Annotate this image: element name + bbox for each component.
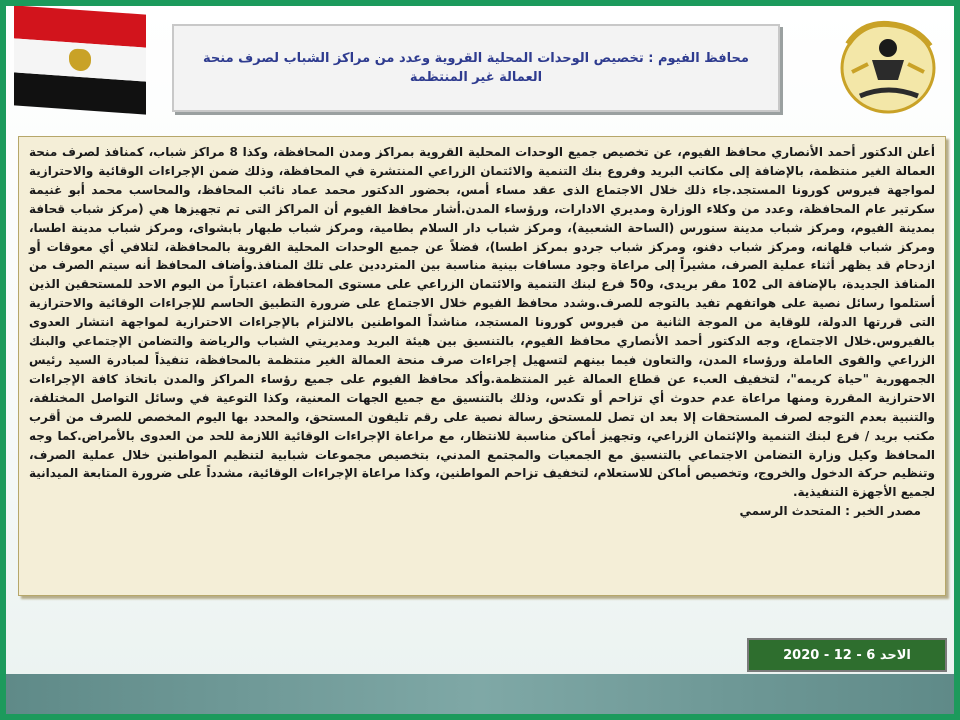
fayoum-governorate-logo [832,14,944,118]
bottom-band [6,674,954,714]
date-text: الاحد 6 - 12 - 2020 [783,647,911,663]
date-badge [747,638,947,672]
article-body: أعلن الدكتور أحمد الأنصاري محافظ الفيوم، عن تخصيص جميع الوحدات المحلية القروية بمراكز ومدن المحافظة، وكذا 8 مراكز شباب، كمنافذ لصرف منحة العمالة الغير منتظمة، بالإضافة إلى مكاتب البريد وفروع بنك التنمية والائتمان الزراعي المنتشرة في المحافظة، وذلك ضمن الإجراءات الوقائية والاحترازية لمواجهة فيروس كورونا المستجد.جاء ذلك خلال الاجتماع الذى عقد مساء أمس، بحضور الدكتور محمد عماد نائب المحافظ، والمحاسب محمد أبو غنيمة سكرتير عام المحافظة، وعدد من وكلاء الوزارة ومديري الادارات، ورؤساء المدن.أشار محافظ الفيوم أن المراكز التى تم تجهيزها هي (مركز شباب قحافة بمدينة الفيوم، ومركز شباب مدينة سنورس (الساحة الشعبية)، ومركز شباب دار السلام بطامية، ومركز شباب طبهار بابشواى، ومركز شباب مدينة اطسا، ومركز شباب قلهانه، ومركز شباب دفنو، ومركز شباب جردو بمركز اطسا)، فضلاً عن جميع الوحدات المحلية القروية بالمحافظة، لتلافي أي معوقات أو ازدحام قد يظهر أثناء عملية الصرف، مشيراً إلى مراعاة وجود مسافات بينية مناسبة بين المترددين على تلك المنافذ.وأضاف المحافظ أنه سيتم الصرف من المنافذ الجديدة، بالإضافة الى 102 مقر بريدى، و50 فرع لبنك التنمية والائتمان الزراعي على مستوى المحافظة، اعتباراً من اليوم الاحد للمستحقين الذين أستلموا رسائل نصية على هواتفهم تفيد بالتوجه للصرف.وشدد محافظ الفيوم خلال الاجتماع على ضرورة التطبيق الحاسم للإجراءات الوقائية والاحترازية التى قررتها الدولة، للوقاية من الموجة الثانية من فيروس كورونا المستجد، مناشداً المواطنين بالالتزام بالإجراءات الاحترازية لمواجهة انتشار العدوى بالفيروس.خلال الاجتماع، وجه الدكتور أحمد الأنصاري محافظ الفيوم، بالتنسيق بين هيئة البريد ومديريتي الشباب والرياضة والتضامن الإجتماعي والبنك الزراعي والقوى العاملة ورؤساء المدن، والتعاون فيما بينهم لتسهيل إجراءات صرف منحة العمالة الغير منتظمة بالمحافظة، تنفيذاً لمبادرة السيد رئيس الجمهورية "حياة كريمه"، لتخفيف العبء عن قطاع العمالة غير المنتظمة.وأكد محافظ الفيوم على جميع رؤساء المراكز والمدن باتخاذ كافة الإجراءات الاحترازية المقررة ومنها مراعاة عدم حدوث أي تزاحم أو تكدس، وذلك بالتنسيق مع جميع الجهات المعنية، وكذا التوعية في وسائل التواصل المختلفة، والتنبية بعدم التوجه لصرف المستحقات إلا بعد ان تصل للمستحق رسالة نصية على رقم تليفون المستحق، والمحدد بها اليوم المخصص للصرف من أقرب مكتب بريد / فرع لبنك التنمية والإئتمان الزراعي، وتجهيز أماكن مناسبة للانتظار، مع مراعاة الإجراءات الوقائية اللازمة للحد من العدوى بالأمراض.كما وجه المحافظ وكيل وزارة التضامن الاجتماعي بالتنسيق مع الجمعيات والمجتمع المدني، بتخصيص مجموعات شبابية لتنظيم المواطنين خلال عملية الصرف، وتنظيم حركة الدخول والخروج، وتخصيص أماكن للاستعلام، لتخفيف تزاحم المواطنين، وكذا مراعاة الإجراءات الوقائية، مشدداً على ضرورة المتابعة الميدانية لجميع الأجهزة التنفيذية. [29,145,935,500]
page-title: محافظ الفيوم : تخصيص الوحدات المحلية القروية وعدد من مراكز الشباب لصرف منحة العمالة غير المنتظمة [203,51,749,85]
egypt-flag-icon [14,5,146,114]
news-source: مصدر الخبر : المتحدث الرسمي [739,504,921,519]
title-box [172,24,780,112]
article-box [18,136,946,596]
